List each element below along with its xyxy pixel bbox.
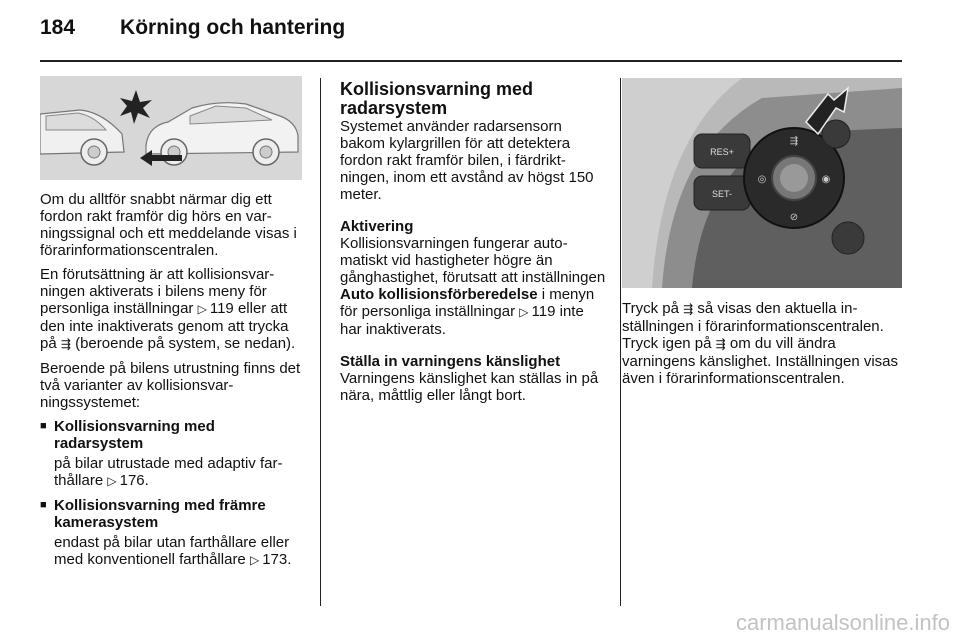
- paragraph: Varningens känslighet kan ställas in på nära, måttlig eller långt bort.: [340, 370, 599, 404]
- subsection-heading: Ställa in varningens känslighet: [340, 353, 561, 370]
- setting-name: Auto kollisionsförberedelse: [340, 286, 538, 303]
- subsection-heading: Aktivering: [340, 218, 414, 235]
- column-2: [340, 80, 606, 411]
- column-3: [622, 300, 904, 394]
- page-ref-icon: ▷: [249, 553, 260, 567]
- steering-wheel-controls-figure: [622, 78, 902, 288]
- sensitivity-icon: ⇶: [789, 136, 799, 147]
- cruise-off-icon: ◎: [757, 174, 767, 185]
- bullet-icon: ■: [40, 499, 47, 511]
- collision-illustration: [40, 76, 302, 180]
- paragraph: Tryck på ⇶ så visas den aktuella inställningen i förarinformationscentralen. Tryck igen på ⇶ om du vill ändra varningens känslighet. Inställningen visas även i förarinformationscentralen.: [622, 300, 898, 387]
- page-ref-icon: ▷: [519, 305, 529, 319]
- column-divider-2: [620, 78, 621, 606]
- page-ref[interactable]: 119: [209, 300, 234, 317]
- page-ref: 119 inte har inaktiverats.: [340, 303, 584, 338]
- bullet-icon: ■: [40, 420, 47, 432]
- paragraph: Kollisionsvarningen fungerar automatiskt vid hastigheter högre än gånghastighet, förutsatt att inställningen Auto kollisionsförberedelse i menyn för personliga inställningar ▷ 119 inte har inaktiverats.: [340, 235, 606, 338]
- page-number: 184: [40, 16, 76, 39]
- speed-limiter-icon: ◉: [821, 174, 831, 185]
- list-item-text: endast på bilar utan farthållare eller med konventionell farthållare ▷ 173.: [54, 534, 292, 568]
- cruise-icon: ⊘: [789, 212, 799, 223]
- header-rule: [40, 60, 902, 62]
- sensitivity-button-icon: ⇶: [683, 302, 694, 316]
- collision-warning-button-icon: ⇶: [60, 337, 71, 351]
- page-ref[interactable]: 176.: [119, 472, 149, 489]
- column-divider-1: [320, 78, 321, 606]
- sensitivity-button-icon: ⇶: [715, 337, 726, 351]
- list-item-text: på bilar utrustade med adaptiv farthållare ▷ 176.: [54, 455, 283, 489]
- page-ref-icon: ▷: [107, 474, 117, 488]
- page-header: [40, 16, 345, 48]
- list-item: ■ Kollisionsvarning med radarsystem: [40, 418, 215, 452]
- paragraph: En förutsättning är att kollisionsvarningen aktiverats i bilens meny för personliga inställningar ▷ 119 eller att den inte inaktiverats genom att trycka på ⇶ (beroende på system, se nedan).: [40, 266, 296, 352]
- paragraph: Beroende på bilens utrustning finns det två varianter av kollisionsvarningssystemet:: [40, 360, 301, 411]
- res-plus-label: RES+: [710, 147, 734, 157]
- section-heading: Kollisionsvarning med radarsystem: [340, 79, 534, 118]
- paragraph: Om du alltför snabbt närmar dig ett fordon rakt framför dig hörs en varningssignal och ett meddelande visas i förarinformationscentralen.: [40, 191, 297, 259]
- column-1: [40, 191, 308, 576]
- page-ref[interactable]: 173.: [262, 551, 292, 568]
- list-item: ■ Kollisionsvarning med främre kamerasystem: [40, 497, 266, 531]
- watermark: carmanualsonline.info: [735, 610, 950, 635]
- set-minus-label: SET-: [711, 189, 733, 199]
- page-ref-icon: ▷: [197, 302, 207, 316]
- page-title: Körning och hantering: [120, 16, 346, 39]
- paragraph: Systemet använder radarsensorn bakom kylargrillen för att detektera fordon rakt framför bilen, i färdriktningen, inom ett avstånd av högst 150 meter.: [340, 118, 594, 203]
